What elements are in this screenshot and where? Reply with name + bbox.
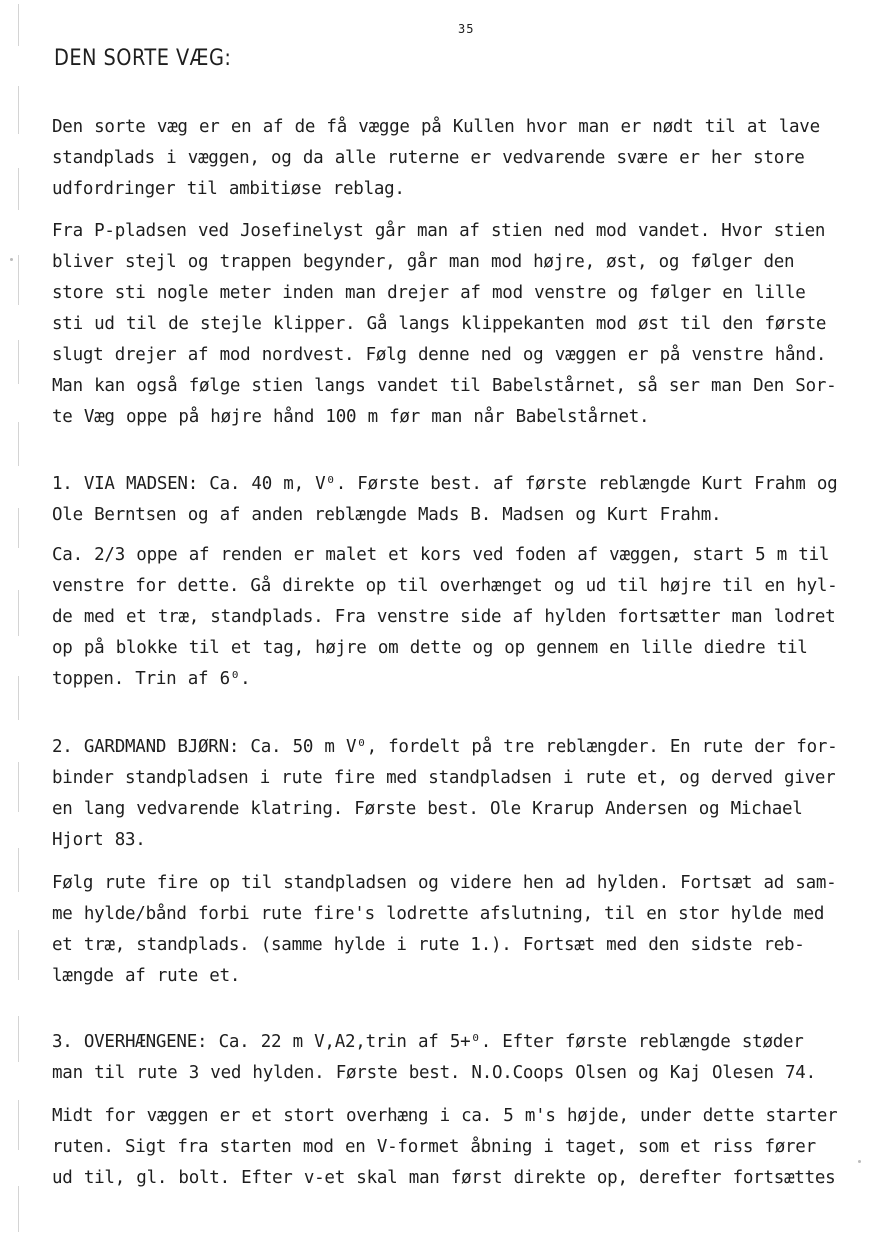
text-line: 3. OVERHÆNGENE: Ca. 22 m V,A2,trin af 5+⁰. Efter første reblængde støder <box>52 1032 804 1052</box>
margin-mark <box>18 676 29 720</box>
text-line: længde af rute et. <box>52 966 241 986</box>
text-line: Fra P-pladsen ved Josefinelyst går man af stien ned mod vandet. Hvor stien <box>52 221 826 241</box>
margin-mark <box>18 508 29 548</box>
text-line: udfordringer til ambitiøse reblag. <box>52 179 405 199</box>
text-line: te Væg oppe på højre hånd 100 m før man når Babelstårnet. <box>52 407 650 427</box>
margin-mark <box>18 168 29 210</box>
route-1-header <box>52 469 852 531</box>
text-line: 2. GARDMAND BJØRN: Ca. 50 m V⁰, fordelt på tre reblængder. En rute der for- <box>52 737 838 757</box>
margin-mark <box>18 1186 29 1232</box>
approach-paragraph <box>52 216 852 433</box>
text-line: Man kan også følge stien langs vandet til Babelstårnet, så ser man Den Sor- <box>52 376 837 396</box>
text-line: me hylde/bånd forbi rute fire's lodrette afslutning, til en stor hylde med <box>52 904 825 924</box>
text-line: en lang vedvarende klatring. Første best. Ole Krarup Andersen og Michael <box>52 799 803 819</box>
text-line: ud til, gl. bolt. Efter v-et skal man først direkte op, derefter fortsættes <box>52 1168 836 1188</box>
text-line: slugt drejer af mod nordvest. Følg denne ned og væggen er på venstre hånd. <box>52 345 827 365</box>
route-3-description <box>52 1101 852 1194</box>
text-line: Ole Berntsen og af anden reblængde Mads B. Madsen og Kurt Frahm. <box>52 505 722 525</box>
scan-speck <box>858 1160 861 1163</box>
page-heading: DEN SORTE VÆG: <box>54 46 232 71</box>
text-line: binder standpladsen i rute fire med standpladsen i rute et, og derved giver <box>52 768 836 788</box>
text-line: Midt for væggen er et stort overhæng i ca. 5 m's højde, under dette starter <box>52 1106 838 1126</box>
margin-mark <box>18 255 29 305</box>
text-line: 1. VIA MADSEN: Ca. 40 m, V⁰. Første best. af første reblængde Kurt Frahm og <box>52 474 838 494</box>
margin-mark <box>18 590 29 636</box>
text-line: man til rute 3 ved hylden. Første best. N.O.Coops Olsen og Kaj Olesen 74. <box>52 1063 816 1083</box>
route-3-header <box>52 1027 852 1089</box>
text-line: sti ud til de stejle klipper. Gå langs klippekanten mod øst til den første <box>52 314 827 334</box>
text-line: standplads i væggen, og da alle ruterne er vedvarende svære er her store <box>52 148 805 168</box>
scan-speck <box>10 258 13 261</box>
text-line: Følg rute fire op til standpladsen og videre hen ad hylden. Fortsæt ad sam- <box>52 873 837 893</box>
margin-mark <box>18 848 29 892</box>
margin-mark <box>18 4 29 46</box>
page-number: 35 <box>458 22 475 36</box>
margin-mark <box>18 762 29 812</box>
margin-mark <box>18 1016 29 1062</box>
margin-mark <box>18 86 29 134</box>
text-line: Den sorte væg er en af de få vægge på Kullen hvor man er nødt til at lave <box>52 117 820 137</box>
margin-mark <box>18 930 29 980</box>
text-line: Ca. 2/3 oppe af renden er malet et kors ved foden af væggen, start 5 m til <box>52 545 830 565</box>
text-line: bliver stejl og trappen begynder, går man mod højre, øst, og følger den <box>52 252 795 272</box>
text-line: Hjort 83. <box>52 830 146 850</box>
margin-mark <box>18 422 29 466</box>
margin-mark <box>18 1100 29 1150</box>
text-line: de med et træ, standplads. Fra venstre side af hylden fortsætter man lodret <box>52 607 836 627</box>
text-line: op på blokke til et tag, højre om dette og op gennem en lille diedre til <box>52 638 808 658</box>
route-1-description <box>52 540 852 695</box>
text-line: toppen. Trin af 6⁰. <box>52 669 251 689</box>
text-line: store sti nogle meter inden man drejer af mod venstre og følger en lille <box>52 283 806 303</box>
text-line: venstre for dette. Gå direkte op til overhænget og ud til højre til en hyl- <box>52 576 838 596</box>
text-line: ruten. Sigt fra starten mod en V-formet åbning i taget, som et riss fører <box>52 1137 816 1157</box>
intro-paragraph <box>52 112 852 205</box>
route-2-description <box>52 868 852 992</box>
text-line: et træ, standplads. (samme hylde i rute 1.). Fortsæt med den sidste reb- <box>52 935 805 955</box>
route-2-header <box>52 732 852 856</box>
margin-mark <box>18 340 29 384</box>
